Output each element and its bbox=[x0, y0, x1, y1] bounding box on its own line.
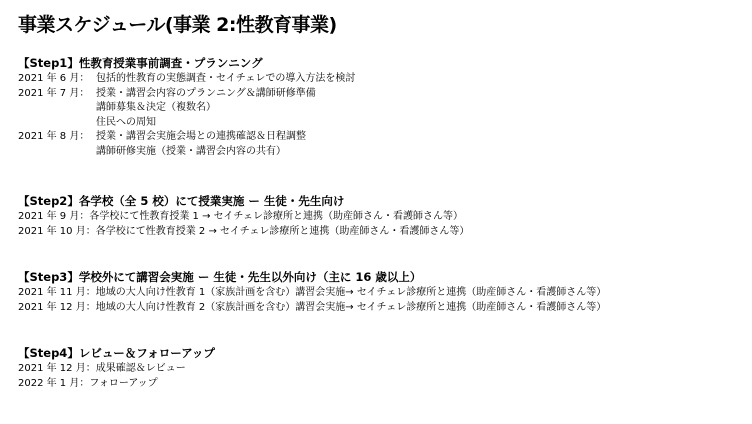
step4-section bbox=[18, 346, 215, 391]
row-item: 地域の大人向け性教育 2（家族計画を含む）講習会実施→ セイチェレ診療所と連携（助産師さん・看護師さん等） bbox=[95, 301, 607, 313]
step1-section bbox=[18, 56, 355, 159]
step2-heading: 【Step2】各学校（全 5 校）にて授業実施 ー 生徒・先生向け bbox=[18, 194, 345, 208]
row-item: 地域の大人向け性教育 1（家族計画を含む）講習会実施→ セイチェレ診療所と連携（助産師さん・看護師さん等） bbox=[95, 287, 607, 298]
schedule-row bbox=[18, 210, 469, 225]
row-item: 授業・講習会内容のプランニング＆講師研修準備 bbox=[96, 87, 316, 99]
row-item: 講師研修実施（授業・講習会内容の共有） bbox=[96, 145, 286, 157]
row-date: 2021 年 8 月： bbox=[18, 131, 90, 142]
row-date: 2021 年 7 月： bbox=[18, 87, 90, 99]
schedule-row bbox=[18, 87, 355, 131]
row-date: 2021 年 12 月： bbox=[18, 363, 96, 374]
row-item: 包括的性教育の実態調査・セイチェレでの導入方法を検討 bbox=[96, 73, 356, 84]
schedule-row bbox=[18, 225, 469, 240]
schedule-row bbox=[18, 377, 215, 392]
page-title: 事業スケジュール(事業 2:性教育事業) bbox=[18, 14, 337, 36]
row-item: 各学校にて性教育授業 2 → セイチェレ診療所と連携（助産師さん・看護師さん等） bbox=[95, 225, 470, 237]
row-item: 住民への周知 bbox=[96, 116, 156, 128]
schedule-row bbox=[18, 362, 215, 377]
step2-section bbox=[18, 194, 469, 239]
row-item: 各学校にて性教育授業 1 → セイチェレ診療所と連携（助産師さん・看護師さん等） bbox=[89, 211, 464, 222]
step4-heading: 【Step4】レビュー＆フォローアップ bbox=[18, 346, 215, 360]
row-date: 2021 年 6 月： bbox=[18, 73, 90, 84]
row-date: 2021 年 10 月： bbox=[18, 225, 96, 237]
row-date: 2021 年 9 月： bbox=[18, 211, 90, 222]
schedule-row bbox=[18, 286, 606, 301]
schedule-row bbox=[18, 72, 355, 87]
row-item: 授業・講習会実施会場との連携確認＆日程調整 bbox=[96, 131, 306, 142]
step3-heading: 【Step3】学校外にて講習会実施 ー 生徒・先生以外向け（主に 16 歳以上） bbox=[18, 270, 422, 284]
step3-section bbox=[18, 270, 606, 315]
schedule-row bbox=[18, 301, 606, 316]
schedule-row bbox=[18, 130, 355, 159]
row-date: 2022 年 1 月： bbox=[18, 377, 90, 389]
step1-heading: 【Step1】性教育授業事前調査・プランニング bbox=[18, 56, 263, 70]
row-date: 2021 年 12 月： bbox=[18, 301, 96, 313]
row-item: 成果確認＆レビュー bbox=[95, 363, 186, 374]
row-date: 2021 年 11 月： bbox=[18, 287, 96, 298]
row-item: 講師募集＆決定（複数名） bbox=[96, 102, 216, 113]
row-item: フォローアップ bbox=[89, 377, 158, 389]
